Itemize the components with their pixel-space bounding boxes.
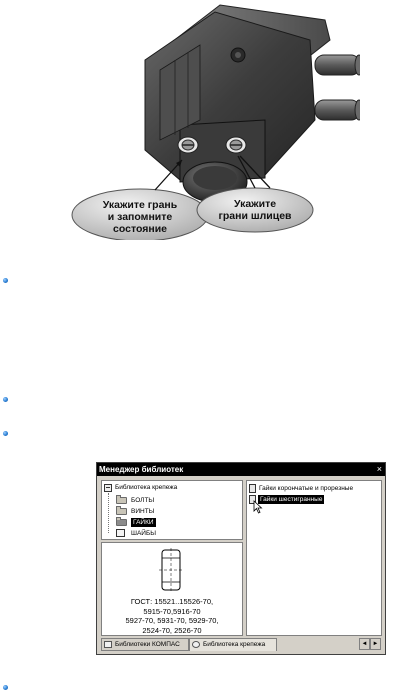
library-tree[interactable]	[101, 480, 243, 540]
tab-label: Библиотеки КОМПАС	[115, 641, 180, 648]
folder-icon	[116, 508, 127, 515]
list-item-label-selected: Гайки шестигранные	[260, 496, 323, 503]
tree-item-screws[interactable]	[112, 507, 232, 516]
gost-line: 2524-70, 2526-70	[142, 625, 202, 635]
folder-icon	[116, 497, 127, 504]
library-items-list[interactable]	[246, 480, 382, 636]
tree-item-nuts[interactable]	[112, 518, 232, 527]
tree-item-label: БОЛТЫ	[131, 497, 155, 504]
fastener-icon	[192, 641, 200, 648]
tree-item-label-selected: ГАЙКИ	[133, 519, 154, 526]
gost-standards-text	[102, 597, 242, 635]
open-folder-icon	[116, 519, 127, 526]
gost-line: ГОСТ: 15521..15526-70,	[130, 597, 214, 606]
tab-label: Библиотека крепежа	[203, 641, 266, 648]
tree-item-label: ВИНТЫ	[131, 508, 155, 515]
gost-line: 5927-70, 5931-70, 5929-70,	[125, 616, 219, 625]
callout-right-line-1: Укажите	[233, 198, 277, 210]
list-item-castle-nuts[interactable]	[249, 484, 379, 494]
tab-scroll-left-button[interactable]: ◄	[359, 638, 370, 650]
callout-right-line-2: грани шлицев	[218, 210, 292, 222]
tab-fasteners-library[interactable]	[189, 638, 277, 651]
tree-connector	[108, 493, 109, 533]
tree-root-label: Библиотека крепежа	[115, 484, 178, 491]
tree-root[interactable]	[104, 484, 234, 494]
callout-left-line-2: и запомните	[107, 211, 173, 223]
tab-scroll-right-button[interactable]: ►	[370, 638, 381, 650]
library-root-icon-mark	[106, 487, 110, 488]
library-icon	[104, 641, 112, 648]
list-item-label: Гайки корончатые и прорезные	[259, 485, 354, 492]
callout-left-line-3: состояние	[113, 223, 167, 235]
tree-item-label: ШАЙБЫ	[131, 530, 156, 537]
bullet-icon	[3, 685, 8, 690]
bullet-icon	[3, 431, 8, 436]
tree-item-bolts[interactable]	[112, 496, 232, 505]
chart-doc-icon	[116, 529, 125, 537]
close-button[interactable]: ×	[376, 464, 382, 474]
mouse-cursor-icon	[253, 500, 263, 514]
plug-illustration	[60, 0, 360, 240]
list-item-hex-nuts[interactable]	[249, 495, 379, 505]
library-root-icon	[104, 484, 112, 492]
bullet-icon	[3, 278, 8, 283]
callout-left-line-1: Укажите грань	[102, 199, 178, 211]
document-icon	[249, 484, 256, 493]
window-titlebar[interactable]	[97, 463, 385, 476]
gost-line: 5915-70,5916-70	[143, 606, 201, 616]
library-tabs	[101, 638, 383, 652]
preview-pane	[101, 542, 243, 636]
tab-kompas-libraries[interactable]	[101, 638, 189, 651]
tree-item-washers[interactable]	[112, 529, 232, 538]
window-title: Менеджер библиотек	[99, 465, 184, 474]
library-manager-window	[96, 462, 386, 655]
nut-drawing-icon	[159, 548, 183, 592]
bullet-icon	[3, 397, 8, 402]
